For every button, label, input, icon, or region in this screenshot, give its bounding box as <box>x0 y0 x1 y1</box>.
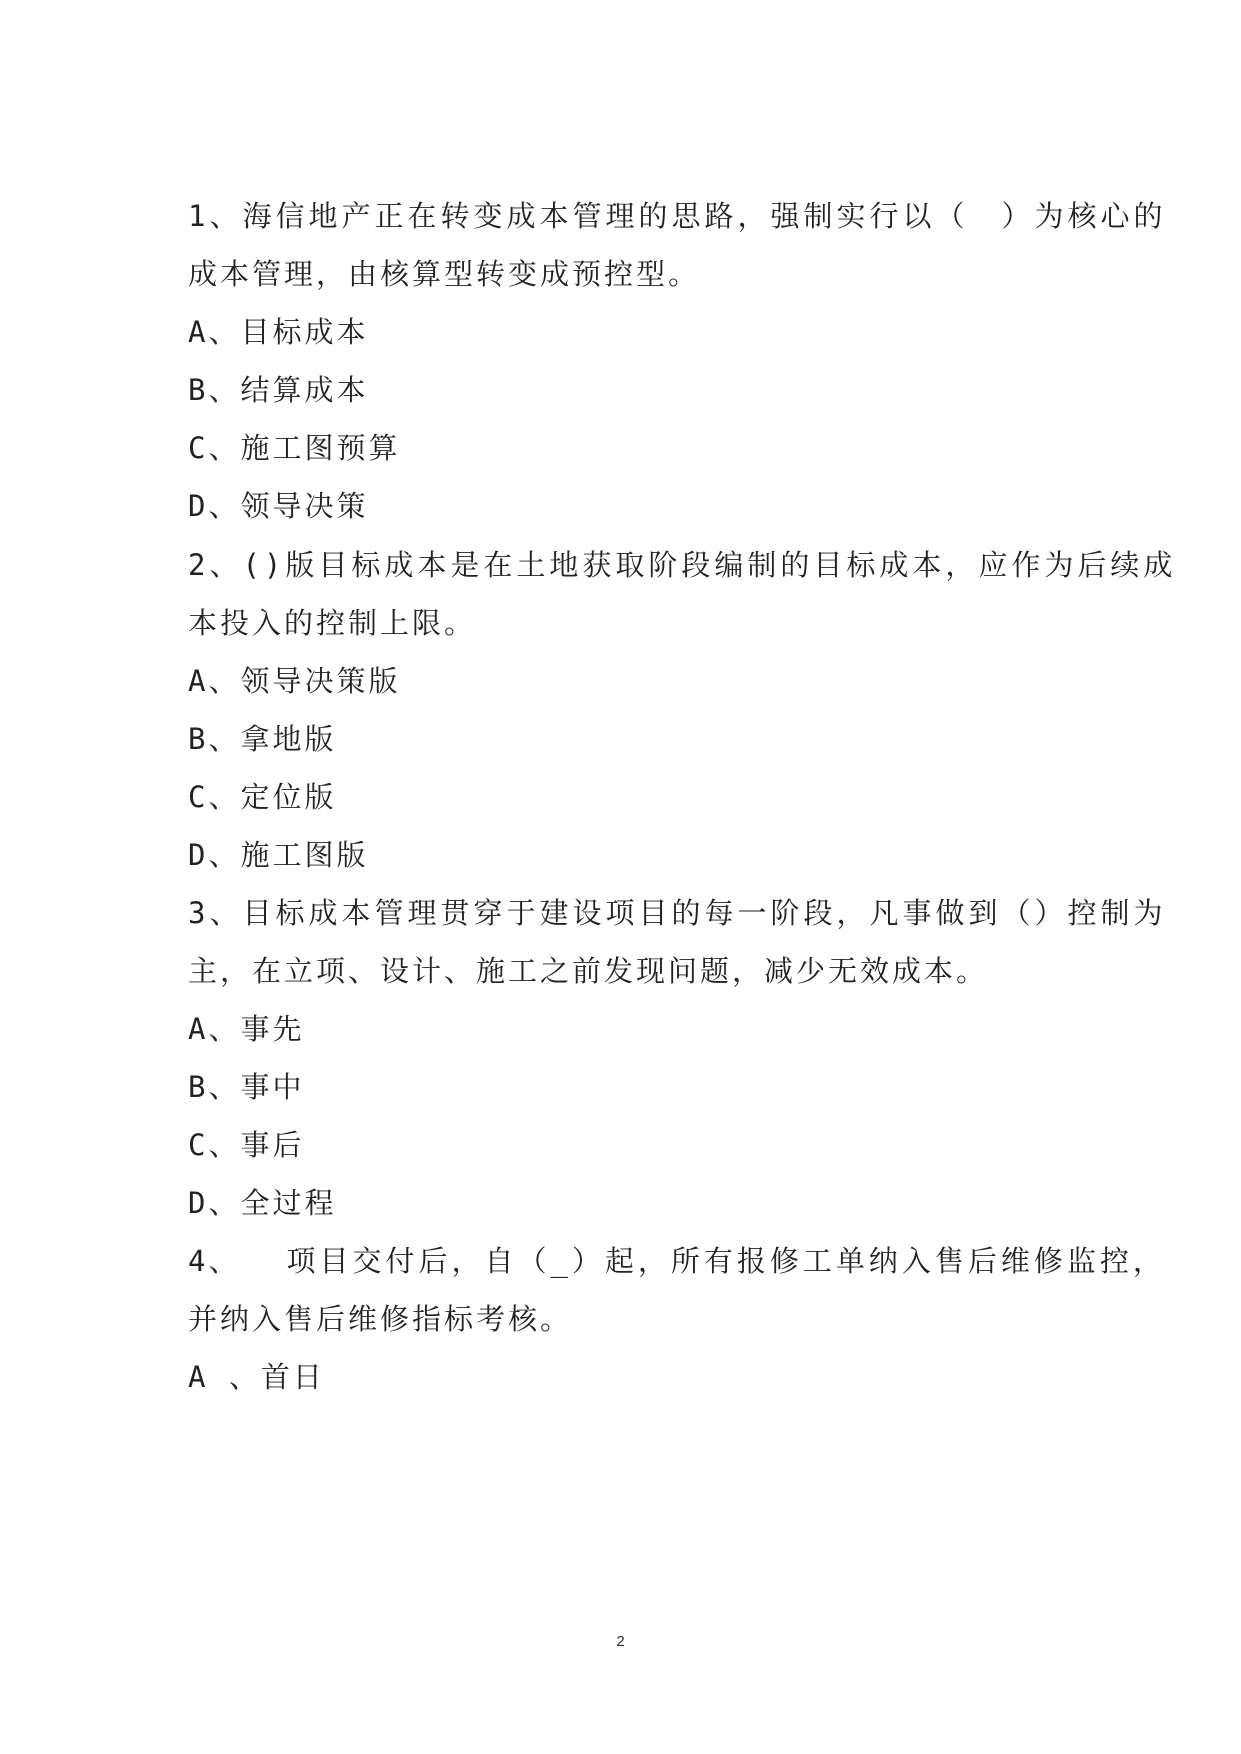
question-4-line-2: 并纳入售后维修指标考核。 <box>188 1302 573 1336</box>
question-2-option-b: B、拿地版 <box>188 722 337 756</box>
question-1-text: 1、海信地产正在转变成本管理的思路，强制实行以（ ）为核心的 <box>188 199 1167 233</box>
question-2-option-c: C、定位版 <box>188 780 337 814</box>
question-1-line-1 <box>188 196 1167 236</box>
question-4-line-1 <box>188 1241 1166 1281</box>
question-1-option-b: B、结算成本 <box>188 373 369 407</box>
question-2-option-d: D、施工图版 <box>188 838 369 872</box>
question-1-option-d: D、领导决策 <box>188 489 369 523</box>
page-number: 2 <box>616 1633 625 1650</box>
question-3-option-a: A、事先 <box>188 1012 305 1046</box>
question-1-line-2: 成本管理，由核算型转变成预控型。 <box>188 257 701 291</box>
question-2-text: 2、()版目标成本是在土地获取阶段编制的目标成本，应作为后续成 <box>188 548 1177 582</box>
question-1-option-a: A、目标成本 <box>188 315 369 349</box>
question-4-option-a: A 、首日 <box>188 1360 325 1394</box>
question-3-text: 3、目标成本管理贯穿于建设项目的每一阶段，凡事做到（）控制为 <box>188 896 1167 930</box>
question-3-line-2: 主，在立项、设计、施工之前发现问题，减少无效成本。 <box>188 954 989 988</box>
question-3-line-1 <box>188 893 1167 933</box>
question-4-text: 项目交付后，自（_）起，所有报修工单纳入售后维修监控， <box>286 1244 1166 1278</box>
question-3-option-b: B、事中 <box>188 1070 305 1104</box>
question-2-line-2: 本投入的控制上限。 <box>188 606 477 640</box>
question-4-number: 4、 <box>188 1244 241 1278</box>
question-2-line-1 <box>188 545 1177 585</box>
question-2-option-a: A、领导决策版 <box>188 664 401 698</box>
question-1-option-c: C、施工图预算 <box>188 431 401 465</box>
question-3-option-d: D、全过程 <box>188 1186 337 1220</box>
question-3-option-c: C、事后 <box>188 1128 305 1162</box>
